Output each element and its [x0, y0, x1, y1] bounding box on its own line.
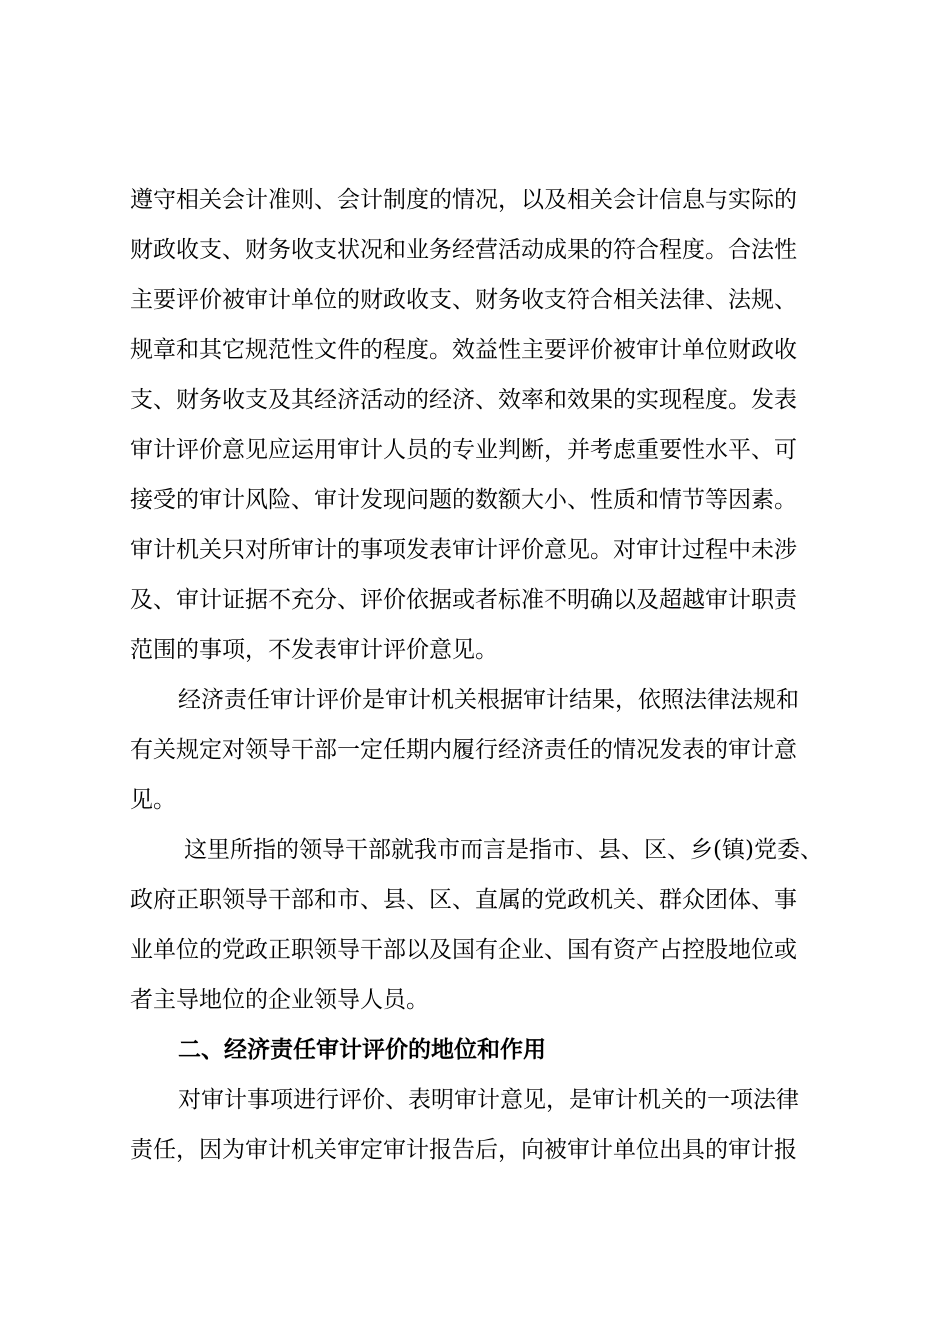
text-line-3: 主要评价被审计单位的财政收支、财务收支符合相关法律、法规、 [130, 287, 797, 313]
text-line-13: 见。 [130, 787, 176, 813]
text-line-12: 有关规定对领导干部一定任期内履行经济责任的情况发表的审计意 [130, 737, 797, 763]
text-line-16: 业单位的党政正职领导干部以及国有企业、国有资产占控股地位或 [130, 937, 797, 963]
text-line-20: 责任，因为审计机关审定审计报告后，向被审计单位出具的审计报 [130, 1137, 797, 1163]
text-line-2: 财政收支、财务收支状况和业务经营活动成果的符合程度。合法性 [130, 237, 797, 263]
text-line-19: 对审计事项进行评价、表明审计意见，是审计机关的一项法律 [178, 1087, 799, 1113]
text-line-6: 审计评价意见应运用审计人员的专业判断，并考虑重要性水平、可 [130, 437, 797, 463]
text-line-17: 者主导地位的企业领导人员。 [130, 987, 429, 1013]
text-line-10: 范围的事项，不发表审计评价意见。 [130, 637, 498, 663]
text-line-9: 及、审计证据不充分、评价依据或者标准不明确以及超越审计职责 [130, 587, 797, 613]
text-line-15: 政府正职领导干部和市、县、区、直属的党政机关、群众团体、事 [130, 887, 797, 913]
text-line-7: 接受的审计风险、审计发现问题的数额大小、性质和情节等因素。 [130, 487, 797, 513]
section-heading: 二、经济责任审计评价的地位和作用 [178, 1037, 546, 1063]
text-line-14: 这里所指的领导干部就我市而言是指市、县、区、乡(镇)党委、 [184, 837, 823, 863]
text-line-8: 审计机关只对所审计的事项发表审计评价意见。对审计过程中未涉 [130, 537, 797, 563]
text-line-1: 遵守相关会计准则、会计制度的情况，以及相关会计信息与实际的 [130, 187, 797, 213]
text-line-5: 支、财务收支及其经济活动的经济、效率和效果的实现程度。发表 [130, 387, 797, 413]
text-line-4: 规章和其它规范性文件的程度。效益性主要评价被审计单位财政收 [130, 337, 797, 363]
text-line-11: 经济责任审计评价是审计机关根据审计结果，依照法律法规和 [178, 687, 799, 713]
